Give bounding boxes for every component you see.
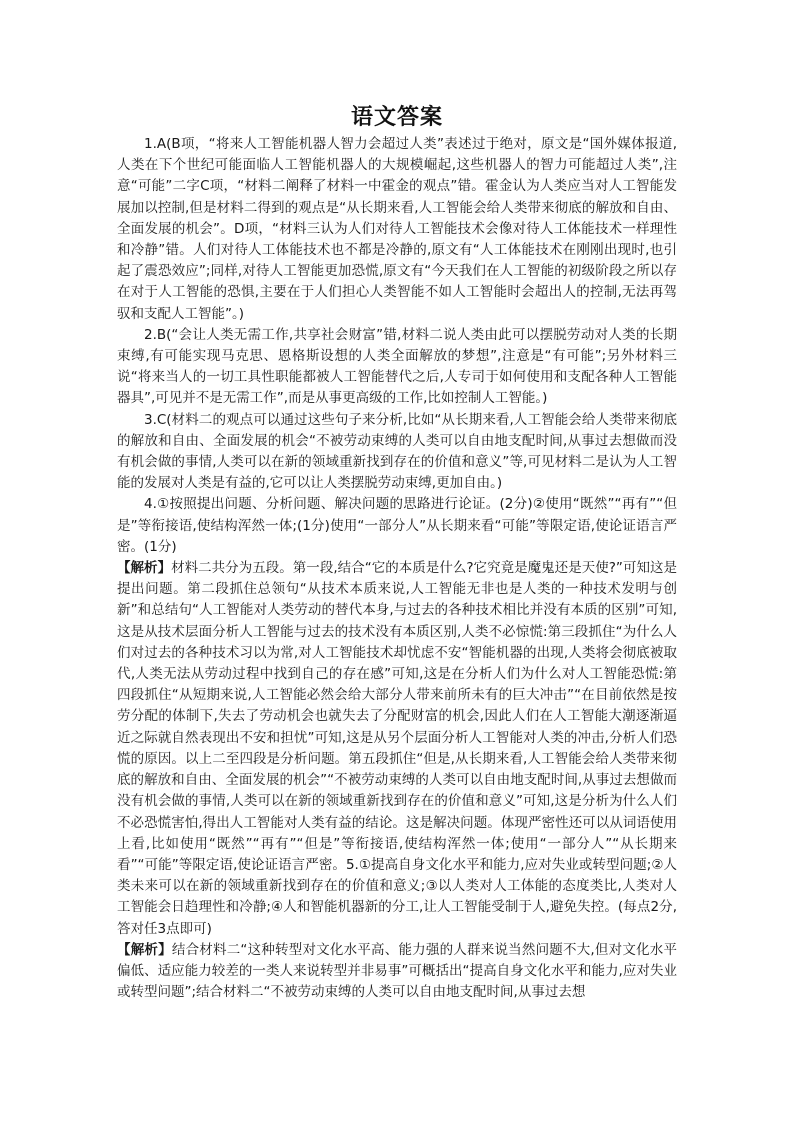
analysis-paragraph-1	[117, 558, 677, 940]
answer-paragraph-4	[117, 494, 677, 558]
paragraph-text: 3.C(材料二的观点可以通过这些句子来分析,比如“从长期来看,人工智能会给人类带来彻底的解放和自由、全面发展的机会“不被劳动束缚的人类可以自由地支配时间,从事过去想做而没有机会做的事情,人类可以在新的领域重新找到存在的价值和意义”等,可见材料二是认为人工智能的发展对人类是有益的,它可以让人类摆脱劳动束缚,更加自由。)	[117, 411, 677, 492]
document-title: 语文答案	[350, 104, 443, 130]
analysis-tag: 【解析】	[117, 941, 172, 958]
paragraph-text: 结合材料二“这种转型对文化水平高、能力强的人群来说当然问题不大,但对文化水平偏低、适应能力较差的一类人来说转型并非易事”可概括出“提高自身文化水平和能力,应对失业或转型问题”;结合材料二“不被劳动束缚的人类可以自由地支配时间,从事过去想	[117, 941, 677, 1001]
answer-paragraph-3	[117, 410, 677, 495]
answer-body	[117, 134, 677, 1003]
analysis-tag: 【解析】	[117, 560, 172, 577]
paragraph-text: 2.B(“会让人类无需工作,共享社会财富”错,材料二说人类由此可以摆脱劳动对人类的长期束缚,有可能实现马克思、恩格斯设想的人类全面解放的梦想”,注意是“有可能”;另外材料三说“将来当人的一切工具性职能都被人工智能替代之后,人专司于如何使用和支配各种人工智能器具”,可见并不是无需工作”,而是从事更高级的工作,比如控制人工智能。)	[117, 326, 677, 407]
paragraph-text: 4.①按照提出问题、分析问题、解决问题的思路进行论证。(2分)②使用“既然”“再有”“但是”等衔接语,使结构浑然一体;(1分)使用“一部分人”从长期来看“可能”等限定语,使论证语言严密。(1分)	[117, 496, 677, 555]
analysis-paragraph-2	[117, 940, 677, 1004]
answer-paragraph-1	[117, 134, 677, 325]
answer-paragraph-2	[117, 325, 677, 410]
paragraph-text: 1.A(B项，“将来人工智能机器人智力会超过人类”表述过于绝对，原文是“国外媒体报道,人类在下个世纪可能面临人工智能机器人的大规模崛起,这些机器人的智力可能超过人类”,注意“可能”二字C项，“材料二阐释了材料一中霍金的观点”错。霍金认为人类应当对人工智能发展加以控制,但是材料二得到的观点是“从长期来看,人工智能会给人类带来彻底的解放和自由、全面发展的机会”。D项，“材料三认为人们对待人工智能技术会像对待人工体能技术一样理性和冷静”错。人们对待人工体能技术也不都是冷静的,原文有“人工体能技术在刚刚出现时,也引起了震恐效应”;同样,对待人工智能更加恐慌,原文有“今天我们在人工智能的初级阶段之所以存在对于人工智能的恐惧,主要在于人们担心人类智能不如人工智能时会超出人的控制,无法再驾驭和支配人工智能”。)	[117, 136, 677, 322]
paragraph-text: 材料二共分为五段。第一段,结合“它的本质是什么?它究竟是魔鬼还是天使?”可知这是提出问题。第二段抓住总领句“从技术本质来说,人工智能无非也是人类的一种技术发明与创新”和总结句“人工智能对人类劳动的替代本身,与过去的各种技术相比并没有本质的区别”可知,这是从技术层面分析人工智能与过去的技术没有本质区别,人类不必惊慌:第三段抓住“为什么人们对过去的各种技术习以为常,对人工智能技术却忧虑不安“智能机器的出现,人类将会彻底被取代,人类无法从劳动过程中找到自己的存在感”可知,这是在分析人们为什么对人工智能恐慌:第四段抓住“从短期来说,人工智能必然会给大部分人带来前所未有的巨大冲击”“在目前依然是按劳分配的体制下,失去了劳动机会也就失去了分配财富的机会,因此人们在人工智能大潮逐渐逼近之际就自然表现出不安和担忧”可知,这是从另个层面分析人工智能对人类的冲击,分析人们恐慌的原因。以上二至四段是分析问题。第五段抓住“但是,从长期来看,人工智能会给人类带来彻底的解放和自由、全面发展的机会”“不被劳动束缚的人类可以自由地支配时间,从事过去想做而没有机会做的事情,人类可以在新的领域重新找到存在的价值和意义”可知,这是分析为什么人们不必恐慌害怕,得出人工智能对人类有益的结论。这是解决问题。体现严密性还可以从词语使用上看,比如使用“既然”“再有”“但是”等衔接语,使结构浑然一体;使用“一部分人”“从长期来看”“可能”等限定语,使论证语言严密。5.①提高自身文化水平和能力,应对失业或转型问题;②人类未来可以在新的领域重新找到存在的价值和意义;③以人类对人工体能的态度类比,人类对人工智能会日趋理性和冷静;④人和智能机器新的分工,让人工智能受制于人,避免失控。(每点2分,答对任3点即可)	[117, 560, 678, 937]
